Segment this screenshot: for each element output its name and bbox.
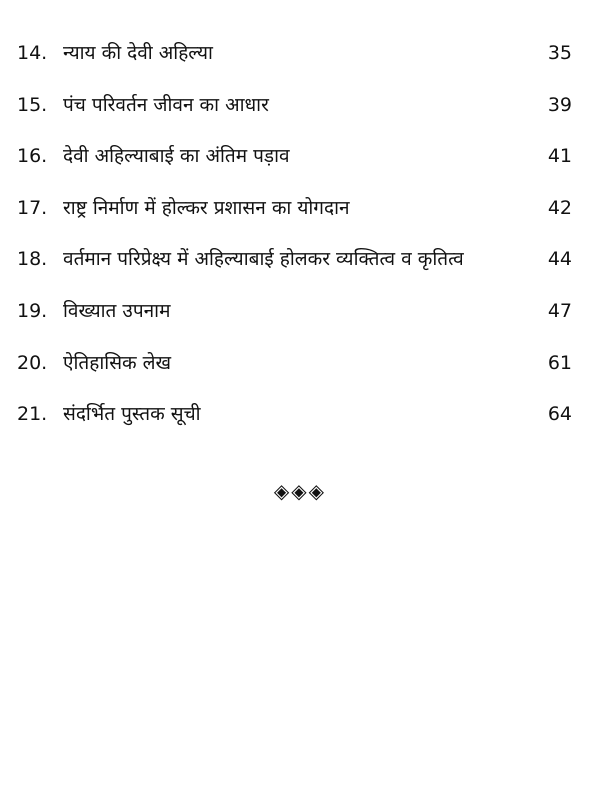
- toc-entry-15: [0, 90, 600, 142]
- toc-entry-number: 17.: [17, 196, 48, 219]
- toc-entry-title: न्याय की देवी अहिल्या: [63, 42, 213, 64]
- toc-entry-title: ऐतिहासिक लेख: [63, 351, 172, 374]
- toc-entry-number: 18.: [17, 248, 48, 271]
- toc-entry-14: [0, 38, 600, 90]
- toc-entry-page: 47: [547, 299, 572, 322]
- toc-entry-title: विख्यात उपनाम: [63, 299, 171, 322]
- toc-entry-title: देवी अहिल्याबाई का अंतिम पड़ाव: [63, 145, 290, 168]
- toc-entry-title: संदर्भित पुस्तक सूची: [63, 403, 201, 426]
- toc-entry-number: 16.: [17, 145, 48, 168]
- table-of-contents: [0, 38, 600, 451]
- toc-entry-20: [0, 348, 600, 400]
- toc-entry-title: राष्ट्र निर्माण में होल्कर प्रशासन का योगदान: [63, 196, 350, 219]
- toc-entry-number: 19.: [17, 299, 48, 322]
- toc-entry-page: 64: [547, 403, 572, 426]
- toc-entry-title: वर्तमान परिप्रेक्ष्य में अहिल्याबाई होलकर व्यक्तित्व व कृतित्व: [63, 248, 464, 271]
- toc-entry-19: [0, 296, 600, 348]
- toc-entry-page: 41: [547, 145, 572, 168]
- toc-entry-page: 39: [547, 93, 572, 116]
- toc-entry-page: 61: [547, 351, 572, 374]
- diamond-ornament-divider: ◈◈◈: [273, 479, 327, 503]
- toc-entry-number: 20.: [17, 351, 48, 374]
- toc-entry-21: [0, 399, 600, 451]
- toc-entry-page: 42: [547, 196, 572, 219]
- toc-entry-number: 21.: [17, 403, 48, 426]
- toc-entry-page: 35: [547, 42, 572, 64]
- toc-entry-18: [0, 244, 600, 296]
- toc-entry-number: 15.: [17, 93, 48, 116]
- toc-entry-16: [0, 141, 600, 193]
- toc-entry-17: [0, 193, 600, 245]
- toc-entry-title: पंच परिवर्तन जीवन का आधार: [63, 93, 269, 116]
- toc-entry-number: 14.: [17, 42, 48, 64]
- toc-entry-page: 44: [547, 248, 572, 271]
